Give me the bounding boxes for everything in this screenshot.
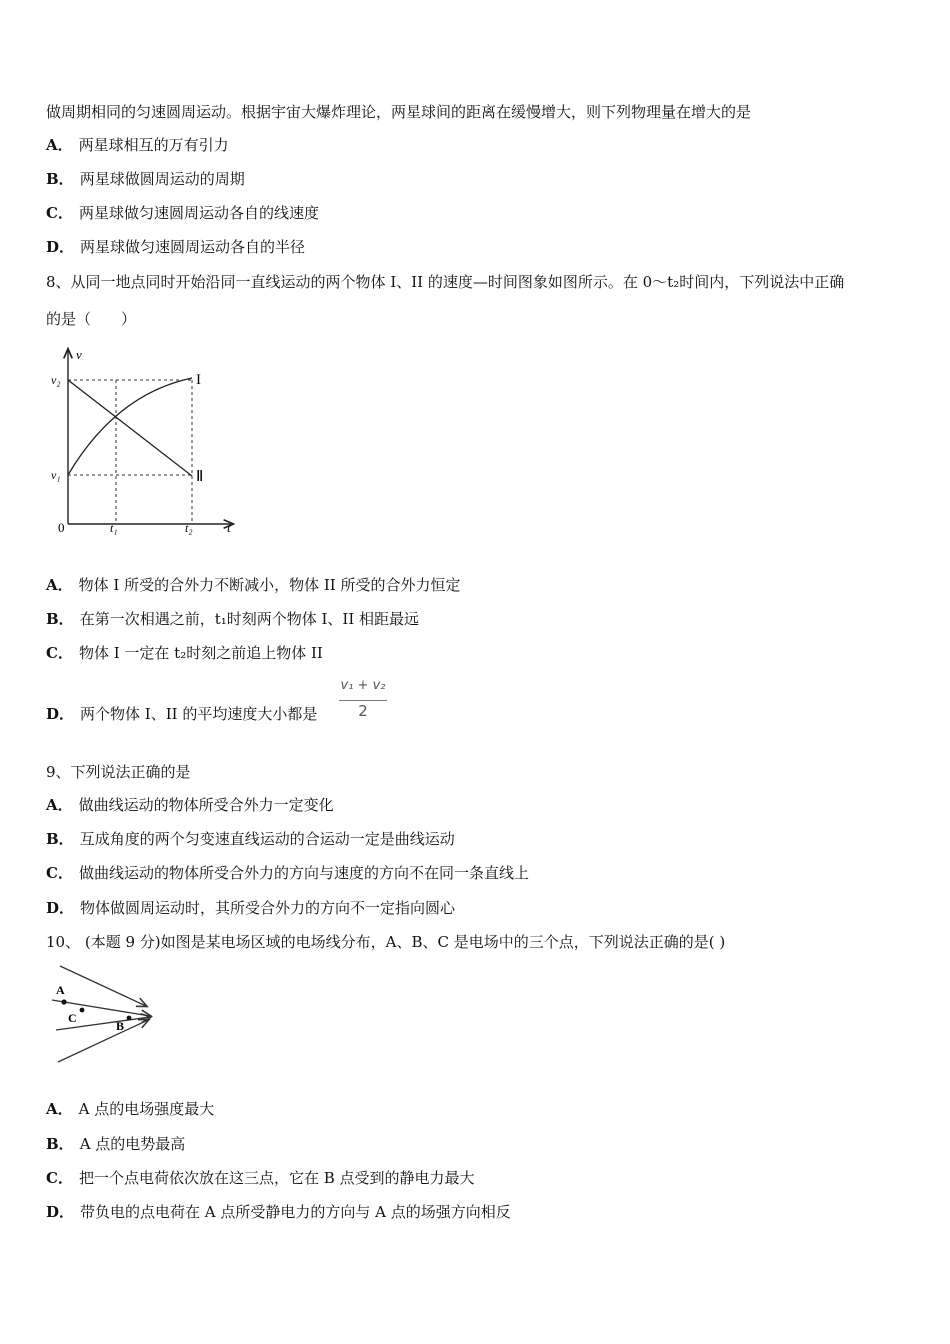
option-text: 两星球做匀速圆周运动各自的线速度 (78, 204, 319, 222)
option-text: A 点的电势最高 (79, 1135, 186, 1153)
q8-stem-line1: 8、从同一地点同时开始沿同一直线运动的两个物体 I、II 的速度—时间图象如图所示。在 0～t₂时间内，下列说法中正确 (46, 273, 845, 291)
point-b-label: B (116, 1019, 125, 1033)
option-label: C． (46, 864, 73, 882)
q10-option-b (46, 1133, 185, 1155)
option-label: A． (46, 1100, 73, 1118)
q9-option-b (46, 828, 455, 850)
velocity-time-graph (46, 342, 246, 538)
option-text: 做曲线运动的物体所受合外力的方向与速度的方向不在同一条直线上 (78, 864, 529, 882)
option-label: B． (46, 1135, 74, 1153)
q7-option-d (46, 236, 305, 258)
q10-option-c (46, 1167, 475, 1189)
q9-option-d (46, 897, 455, 919)
option-label: A． (46, 576, 73, 594)
field-line-4 (58, 1020, 148, 1062)
field-line-1 (60, 966, 146, 1006)
t2-label: t₂ (185, 521, 193, 535)
option-text: 做曲线运动的物体所受合外力一定变化 (78, 796, 334, 814)
q10-option-a (46, 1098, 214, 1120)
line-ii (68, 380, 192, 476)
point-b-dot (127, 1016, 132, 1021)
option-text: 物体做圆周运动时，其所受合外力的方向不一定指向圆心 (80, 899, 456, 917)
fraction-bar (339, 700, 387, 701)
curve-i-label: I (196, 372, 201, 388)
option-label: D． (46, 1203, 75, 1221)
q10-option-d (46, 1201, 511, 1223)
q8-option-d (46, 703, 317, 725)
t-axis-label: t (227, 520, 231, 535)
q8-stem-line2: 的是（ ） (46, 310, 137, 328)
option-label: B． (46, 830, 74, 848)
fraction-numerator: v₁ + v₂ (340, 678, 386, 693)
option-label: A． (46, 796, 73, 814)
curve-i (68, 378, 192, 475)
option-label: D． (46, 238, 75, 256)
option-label: D． (46, 899, 75, 917)
electric-field-lines-figure (46, 962, 166, 1074)
option-text: 在第一次相遇之前，t₁时刻两个物体 I、II 相距最远 (79, 610, 420, 628)
point-a-dot (61, 999, 66, 1004)
point-a-label: A (56, 983, 65, 997)
option-label: C． (46, 644, 73, 662)
option-text: 两星球做圆周运动的周期 (79, 170, 245, 188)
point-c-dot (80, 1008, 85, 1013)
option-label: C． (46, 1169, 73, 1187)
option-text: 物体 I 一定在 t₂时刻之前追上物体 II (78, 644, 323, 662)
option-label: B． (46, 610, 74, 628)
option-text: 把一个点电荷依次放在这三点，它在 B 点受到的静电力最大 (78, 1169, 475, 1187)
q9-option-c (46, 862, 529, 884)
q9-option-a (46, 794, 334, 816)
fraction-denominator: 2 (358, 702, 368, 720)
q8-option-a (46, 574, 461, 596)
option-label: A． (46, 136, 73, 154)
average-velocity-fraction (337, 678, 389, 724)
q7-stem-continuation: 做周期相同的匀速圆周运动。根据宇宙大爆炸理论，两星球间的距离在缓慢增大，则下列物理量在增大的是 (46, 103, 752, 121)
option-label: D． (46, 705, 75, 723)
q7-option-b (46, 168, 245, 190)
q9-stem: 9、下列说法正确的是 (46, 763, 191, 781)
q7-option-a (46, 134, 229, 156)
v2-label: v₂ (51, 373, 61, 387)
option-label: B． (46, 170, 74, 188)
v1-label: v₁ (51, 468, 61, 482)
q8-option-b (46, 608, 419, 630)
q10-stem: 10、 (本题 9 分)如图是某电场区域的电场线分布，A、B、C 是电场中的三个点，下列说法正确的是( ) (46, 933, 726, 951)
option-text: 物体 I 所受的合外力不断减小，物体 II 所受的合外力恒定 (78, 576, 461, 594)
q8-option-c (46, 642, 323, 664)
point-c-label: C (68, 1011, 77, 1025)
option-text: 两个物体 I、II 的平均速度大小都是 (80, 705, 318, 723)
option-label: C． (46, 204, 73, 222)
option-text: 互成角度的两个匀变速直线运动的合运动一定是曲线运动 (79, 830, 455, 848)
option-text: A 点的电场强度最大 (78, 1100, 215, 1118)
q7-option-c (46, 202, 319, 224)
t1-label: t₁ (110, 521, 118, 535)
origin-label: 0 (58, 520, 65, 535)
line-ii-label: Ⅱ (196, 469, 204, 485)
v-axis-label: v (76, 347, 82, 362)
option-text: 两星球做匀速圆周运动各自的半径 (80, 238, 306, 256)
option-text: 两星球相互的万有引力 (78, 136, 229, 154)
field-line-2 (52, 1000, 150, 1016)
option-text: 带负电的点电荷在 A 点所受静电力的方向与 A 点的场强方向相反 (80, 1203, 511, 1221)
